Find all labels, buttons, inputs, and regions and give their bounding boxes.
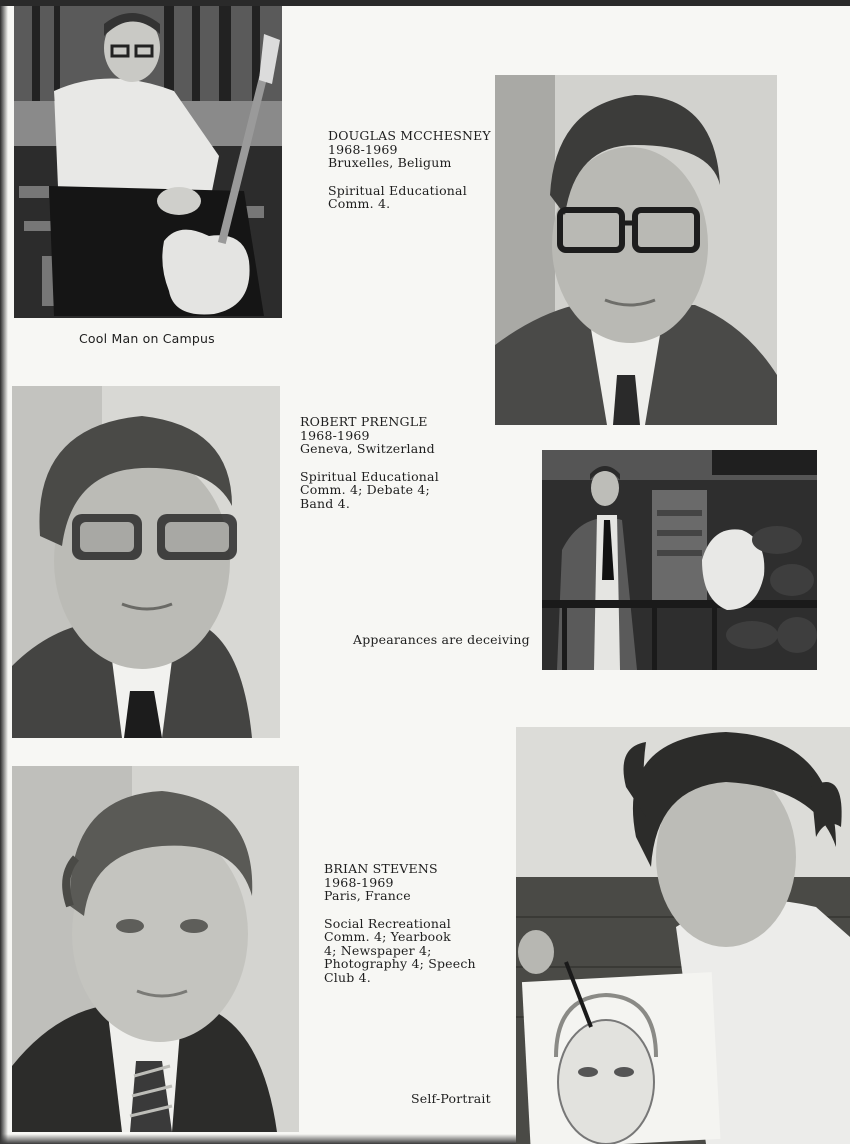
student-activity: Social Recreational — [324, 915, 451, 931]
student-name: DOUGLAS MCCHESNEY — [328, 128, 491, 143]
student-activity: Spiritual Educational — [300, 468, 439, 484]
student-activity: Comm. 4; Debate 4; — [300, 482, 430, 497]
student-hometown: Geneva, Switzerland — [300, 441, 435, 456]
student-years: 1968-1969 — [300, 427, 370, 443]
page-left-shadow — [0, 0, 8, 1144]
student-activity: 4; Newspaper 4; — [324, 942, 432, 958]
balcony-photo — [542, 450, 817, 670]
student-activity: Photography 4; Speech — [324, 956, 476, 971]
student-name: ROBERT PRENGLE — [300, 414, 428, 429]
guitar-photo — [14, 6, 282, 318]
balcony-photo-caption: Appearances are deceiving — [353, 632, 530, 647]
student-years: 1968-1969 — [324, 874, 394, 890]
prengle-portrait — [12, 386, 280, 738]
student-bio-mcchesney — [328, 129, 491, 211]
stevens-portrait — [12, 766, 299, 1132]
guitar-photo-caption: Cool Man on Campus — [79, 331, 215, 346]
student-activity: Club 4. — [324, 969, 371, 985]
student-name: BRIAN STEVENS — [324, 861, 438, 876]
student-bio-prengle — [300, 415, 439, 510]
student-hometown: Paris, France — [324, 888, 411, 903]
student-activity: Spiritual Educational — [328, 182, 467, 198]
student-years: 1968-1969 — [328, 141, 398, 157]
student-activity: Band 4. — [300, 495, 350, 511]
mcchesney-portrait — [495, 75, 777, 425]
self-portrait-caption: Self-Portrait — [411, 1091, 491, 1106]
student-hometown: Bruxelles, Beligum — [328, 155, 452, 170]
student-activity: Comm. 4. — [328, 196, 391, 211]
self-portrait-photo — [516, 727, 850, 1144]
student-activity: Comm. 4; Yearbook — [324, 929, 451, 944]
student-bio-stevens — [324, 862, 476, 984]
